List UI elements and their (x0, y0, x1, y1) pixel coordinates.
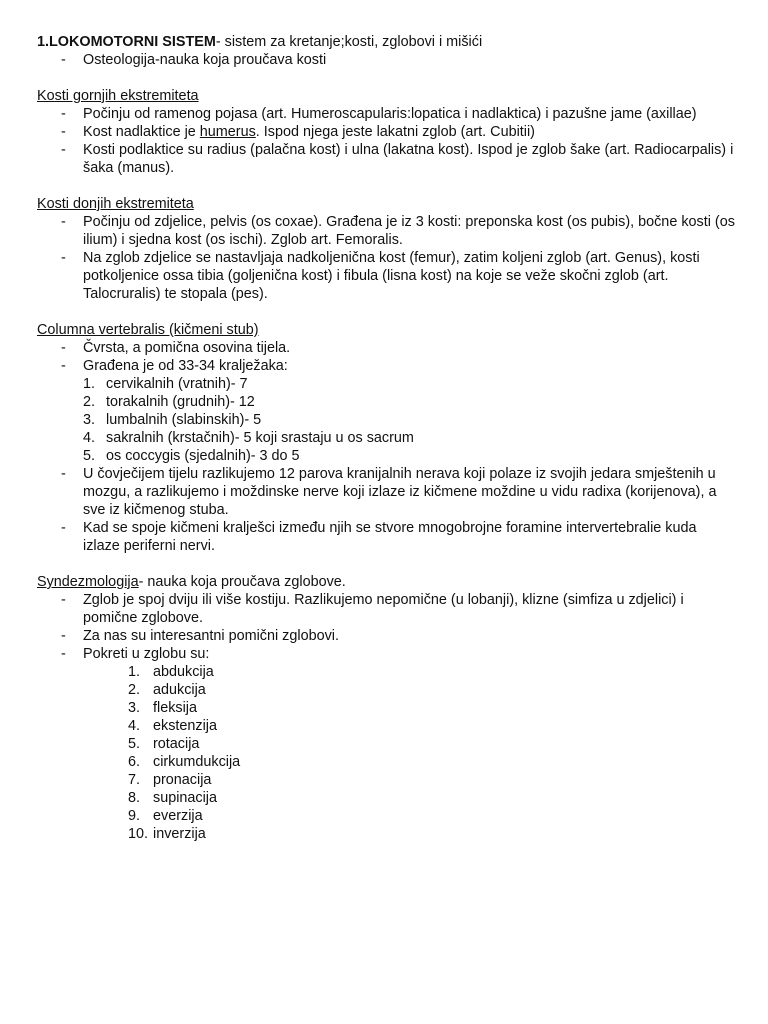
section-heading-upper-limbs: Kosti gornjih ekstremiteta (37, 88, 199, 104)
list-item: - Kost nadlaktice je humerus. Ispod njega jeste lakatni zglob (art. Cubitii) (61, 124, 535, 140)
list-item: - Na zglob zdjelice se nastavljaja nadkoljenična kost (femur), zatim koljeni zglob (art. Genus), kosti potkoljenice ossa tibia (goljenična kost) i fibula (lisna kost) na koje se veže skočni zglob (art. Talocruralis) te stopala (pes). (61, 250, 700, 302)
list-item: - Počinju od ramenog pojasa (art. Humeroscapularis:lopatica i nadlaktica) i pazušne jame (axillae) (61, 106, 697, 122)
list-item: - Pokreti u zglobu su: (61, 646, 210, 662)
numbered-item: 3. lumbalnih (slabinskih)- 5 (83, 412, 262, 428)
section-heading-lower-limbs: Kosti donjih ekstremiteta (37, 196, 194, 212)
numbered-item: 10. inverzija (128, 826, 206, 842)
list-item: - U čovječijem tijelu razlikujemo 12 parova kranijalnih nerava koji polaze iz svojih jedara smještenih u mozgu, a razlikujemo i moždinske nerve koji izlaze iz kičmene moždine u vidu radixa (korijenova), a sve iz kičmenog stuba. (61, 466, 717, 518)
numbered-item: 3. fleksija (128, 700, 197, 716)
list-item: - Počinju od zdjelice, pelvis (os coxae). Građena je iz 3 kosti: preponska kost (os pubis), bočne kosti (os ilium) i sjedna kost (os ischi). Zglob art. Femoralis. (61, 214, 735, 248)
numbered-item: 1. abdukcija (128, 664, 214, 680)
title-bold: 1.LOKOMOTORNI SISTEM (37, 34, 216, 50)
numbered-item: 6. cirkumdukcija (128, 754, 241, 770)
numbered-item: 4. sakralnih (krstačnih)- 5 koji srastaju u os sacrum (83, 430, 414, 446)
numbered-item: 1. cervikalnih (vratnih)- 7 (83, 376, 248, 392)
list-item: - Kosti podlaktice su radius (palačna kost) i ulna (lakatna kost). Ispod je zglob šake (art. Radiocarpalis) i šaka (manus). (61, 142, 734, 176)
list-item: - Kad se spoje kičmeni kralješci između njih se stvore mnogobrojne foramine intervertebralie kuda izlaze periferni nervi. (61, 520, 697, 554)
numbered-item: 5. rotacija (128, 736, 200, 752)
document-page (37, 33, 737, 843)
document-title (37, 33, 737, 51)
numbered-item: 8. supinacija (128, 790, 217, 806)
numbered-item: 5. os coccygis (sjedalnih)- 3 do 5 (83, 448, 300, 464)
list-item: - Građena je od 33-34 kralježaka: (61, 358, 288, 374)
list-item: - Osteologija-nauka koja proučava kosti (61, 52, 327, 68)
numbered-item: 2. adukcija (128, 682, 206, 698)
numbered-item: 7. pronacija (128, 772, 212, 788)
list-item: - Zglob je spoj dviju ili više kostiju. Razlikujemo nepomične (u lobanji), klizne (simfiza u zdjelici) i pomične zglobove. (61, 592, 684, 626)
list-item: - Čvrsta, a pomična osovina tijela. (61, 340, 291, 356)
title-rest: - sistem za kretanje;kosti, zglobovi i mišići (215, 34, 483, 50)
numbered-item: 2. torakalnih (grudnih)- 12 (83, 394, 255, 410)
list-item: - Za nas su interesantni pomični zglobovi. (61, 628, 339, 644)
section-heading-joints: Syndezmologija- nauka koja proučava zglobove. (37, 574, 346, 590)
section-heading-spine: Columna vertebralis (kičmeni stub) (37, 322, 259, 338)
numbered-item: 9. everzija (128, 808, 203, 824)
numbered-item: 4. ekstenzija (128, 718, 217, 734)
humerus-link: humerus (199, 124, 256, 140)
